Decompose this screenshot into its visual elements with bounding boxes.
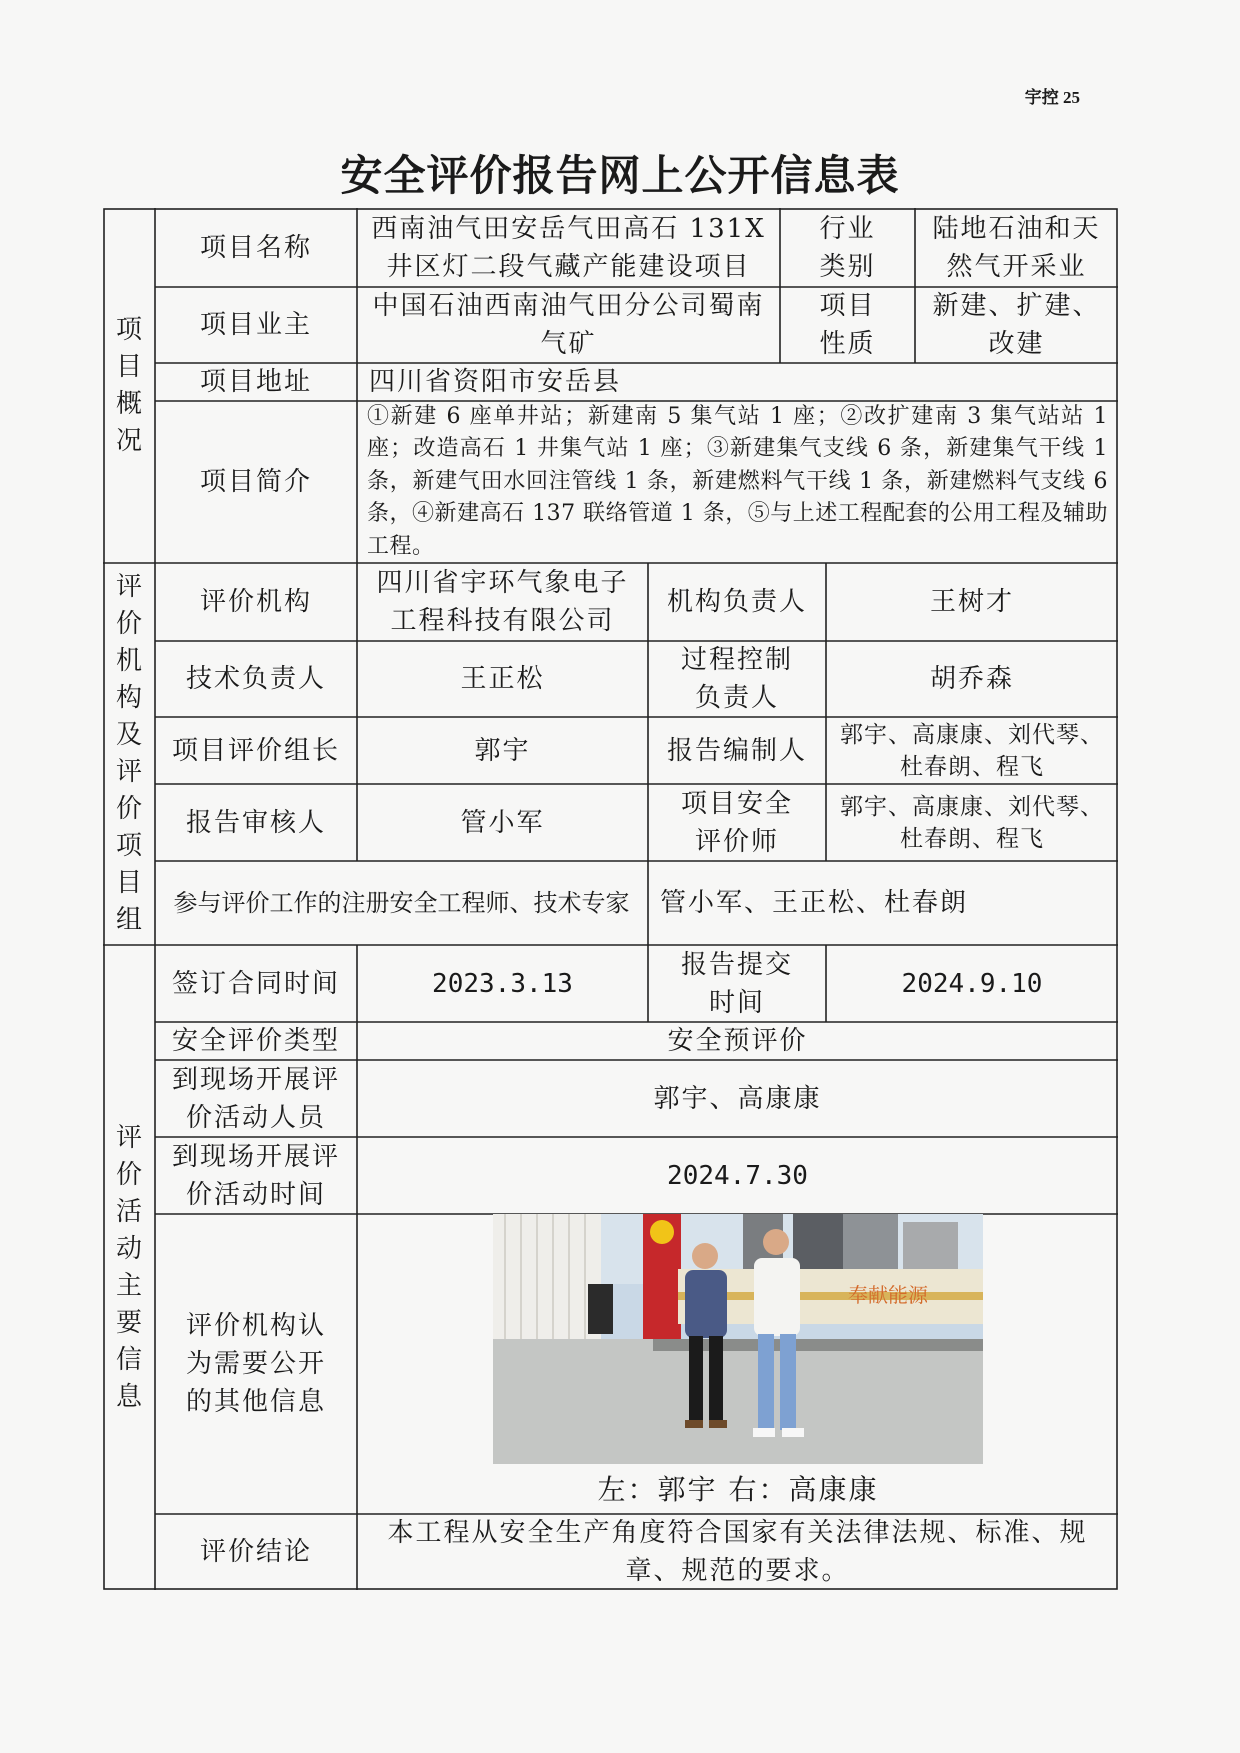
report-writer-label: 报告编制人	[666, 735, 807, 766]
industry-label: 行业类别	[819, 213, 876, 282]
project-name-label: 项目名称	[199, 232, 312, 263]
onsite-people-value: 郭宇、高康康	[653, 1083, 822, 1114]
document-number: 宇控 25	[1024, 88, 1080, 107]
project-owner-value: 中国石油西南油气田分公司蜀南气矿	[372, 291, 765, 359]
reviewer-label: 报告审核人	[185, 807, 326, 838]
site-photo	[493, 1214, 983, 1464]
other-info-label: 评价机构认为需要公开的其他信息	[185, 1311, 326, 1417]
industry-value: 陆地石油和天然气开采业	[932, 213, 1101, 282]
tech-lead-label: 技术负责人	[185, 664, 326, 694]
evaluation-type-value: 安全预评价	[667, 1026, 808, 1056]
project-brief-value: ①新建 6 座单井站；新建南 5 集气站 1 座；②改扩建南 3 集气站站 1 座；改造高石 1 井集气站 1 座；③新建集气支线 6 条，新建集气干线 1 条，新建气田水回注管线 1 条，新建燃料气干线 1 条，新建燃料气支线 6 条，④新建高石 137 联络管道 1 条，⑤与上述工程配套的公用工程及辅助工程。	[367, 403, 1108, 559]
evaluation-type-label: 安全评价类型	[171, 1026, 340, 1056]
project-nature-label: 项目性质	[819, 291, 876, 359]
team-leader-label: 项目评价组长	[171, 735, 340, 766]
onsite-time-value: 2024.7.30	[667, 1160, 808, 1191]
section-agency: 评价机构及评价项目组	[115, 572, 142, 935]
team-leader-value: 郭宇	[474, 735, 531, 766]
project-address-value: 四川省资阳市安岳县	[369, 367, 622, 397]
section-activity: 评价活动主要信息	[115, 1122, 142, 1412]
project-nature-value: 新建、扩建、改建	[932, 291, 1101, 359]
project-name-value: 西南油气田安岳气田高石 131X 井区灯二段气藏产能建设项目	[371, 213, 766, 282]
conclusion-value: 本工程从安全生产角度符合国家有关法律法规、标准、规章、规范的要求。	[387, 1518, 1088, 1586]
contract-date-value: 2023.3.13	[432, 968, 573, 999]
agency-org-value: 四川省宇环气象电子工程科技有限公司	[376, 568, 629, 636]
experts-label: 参与评价工作的注册安全工程师、技术专家	[173, 889, 630, 917]
reviewer-value: 管小军	[460, 807, 545, 838]
onsite-people-label: 到现场开展评价活动人员	[171, 1064, 340, 1133]
agency-head-label: 机构负责人	[666, 587, 807, 617]
conclusion-label: 评价结论	[199, 1537, 312, 1567]
report-writer-value: 郭宇、高康康、刘代琴、杜春朗、程飞	[840, 721, 1104, 780]
contract-date-label: 签订合同时间	[171, 968, 340, 999]
section-overview: 项目概况	[115, 314, 142, 456]
tech-lead-value: 王正松	[460, 664, 545, 694]
project-owner-label: 项目业主	[199, 310, 312, 340]
submit-date-label: 报告提交时间	[680, 949, 793, 1018]
page-title: 安全评价报告网上公开信息表	[340, 151, 900, 200]
onsite-time-label: 到现场开展评价活动时间	[171, 1141, 340, 1210]
photo-caption: 左：郭宇 右：高康康	[597, 1473, 879, 1506]
project-address-label: 项目地址	[199, 367, 312, 397]
process-lead-label: 过程控制负责人	[680, 645, 793, 713]
process-lead-value: 胡乔森	[929, 664, 1014, 694]
experts-value: 管小军、王正松、杜春朗	[660, 888, 969, 918]
agency-head-value: 王树才	[929, 587, 1014, 617]
site-photo-illustration	[493, 1214, 983, 1464]
banner-text: 奉献能源	[848, 1283, 928, 1307]
project-brief-label: 项目简介	[199, 467, 312, 497]
agency-org-label: 评价机构	[199, 587, 312, 617]
submit-date-value: 2024.9.10	[901, 968, 1043, 999]
assessor-value: 郭宇、高康康、刘代琴、杜春朗、程飞	[840, 793, 1104, 852]
assessor-label: 项目安全评价师	[680, 788, 793, 857]
info-table	[103, 208, 1118, 1590]
